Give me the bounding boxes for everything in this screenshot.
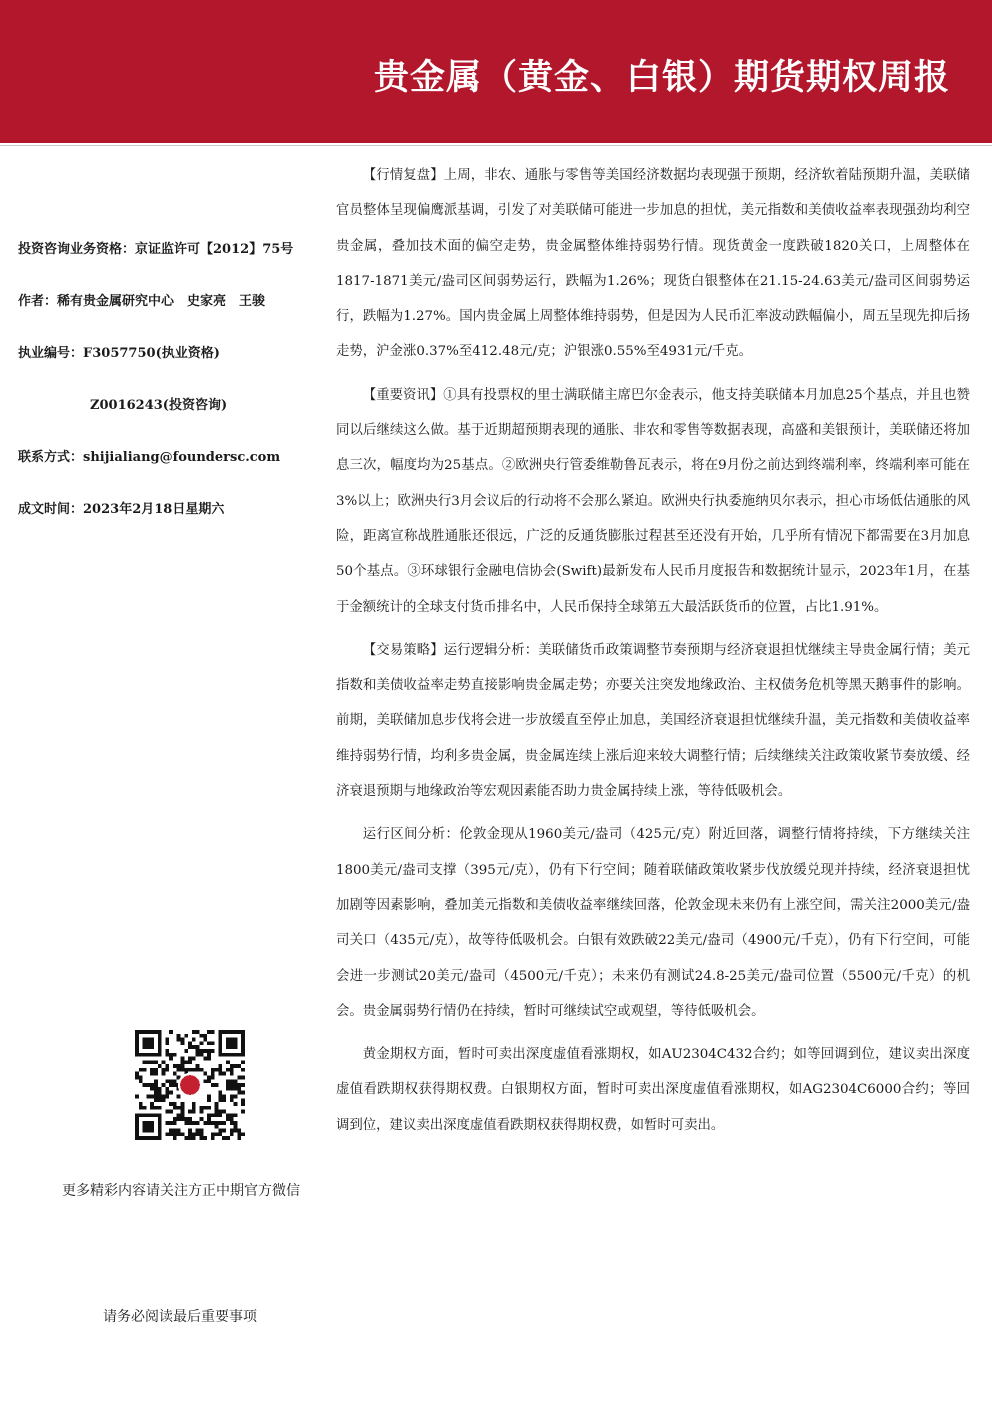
- meta-value: 2023年2月18日星期六: [83, 502, 225, 517]
- meta-label: 成文时间：: [18, 502, 84, 517]
- meta-license-number: [18, 342, 220, 361]
- meta-label: 执业编号：: [18, 346, 84, 361]
- section-options-strategy: 黄金期权方面，暂时可卖出深度虚值看涨期权，如AU2304C432合约；如等回调到位，建议卖出深度虚值看跌期权获得期权费。白银期权方面，暂时可卖出深度虚值看涨期权，如AG2304C6000合约；等回调到位，建议卖出深度虚值看跌期权获得期权费，如暂时可卖出。: [336, 1047, 970, 1133]
- wechat-qr-code: [135, 1030, 245, 1140]
- report-body: [336, 158, 970, 1151]
- section-market-review: 【行情复盘】上周，非农、通胀与零售等美国经济数据均表现强于预期，经济软着陆预期升温，美联储官员整体呈现偏鹰派基调，引发了对美联储可能进一步加息的担忧，美元指数和美债收益率表现强劲均利空贵金属，叠加技术面的偏空走势，贵金属整体维持弱势行情。现货黄金一度跌破1820关口，上周整体在1817-1871美元/盎司区间弱势运行，跌幅为1.26%；现货白银整体在21.15-24.63美元/盎司区间弱势运行，跌幅为1.27%。国内贵金属上周整体维持弱势，但是因为人民币汇率波动跌幅偏小，周五呈现先抑后扬走势，沪金涨0.37%至412.48元/克；沪银涨0.55%至4931元/千克。: [336, 168, 970, 360]
- meta-contact: [18, 446, 280, 465]
- meta-value: 京证监许可【2012】75号: [135, 242, 294, 257]
- section-range-analysis: 运行区间分析：伦敦金现从1960美元/盎司（425元/克）附近回落，调整行情将持续，下方继续关注1800美元/盎司支撑（395元/克），仍有下行空间；随着联储政策收紧步伐放缓兑现并持续，经济衰退担忧加剧等因素影响，叠加美元指数和美债收益率继续回落，伦敦金现未来仍有上涨空间，需关注2000美元/盎司关口（435元/克），故等待低吸机会。白银有效跌破22美元/盎司（4900元/千克），仍有下行空间，可能会进一步测试20美元/盎司（4500元/千克）；未来仍有测试24.8-25美元/盎司位置（5500元/千克）的机会。贵金属弱势行情仍在持续，暂时可继续试空或观望，等待低吸机会。: [336, 827, 970, 1019]
- section-key-news: 【重要资讯】①具有投票权的里士满联储主席巴尔金表示，他支持美联储本月加息25个基点，并且也赞同以后继续这么做。基于近期超预期表现的通胀、非农和零售等数据表现，高盛和美银预计，美联储还将加息三次，幅度均为25基点。②欧洲央行管委维勒鲁瓦表示，将在9月份之前达到终端利率，终端利率可能在3%以上；欧洲央行3月会议后的行动将不会那么紧迫。欧洲央行执委施纳贝尔表示，担心市场低估通胀的风险，距离宣称战胜通胀还很远，广泛的反通货膨胀过程甚至还没有开始，几乎所有情况下都需要在3月加息50个基点。③环球银行金融电信协会(Swift)最新发布人民币月度报告和数据统计显示，2023年1月，在基于金额统计的全球支付货币排名中，人民币保持全球第五大最活跃货币的位置，占比1.91%。: [336, 387, 970, 615]
- meta-label: 联系方式：: [18, 450, 84, 465]
- meta-value: Z0016243(投资咨询): [90, 398, 228, 413]
- important-notice: 请务必阅读最后重要事项: [103, 1309, 257, 1325]
- meta-label: 作者：: [18, 294, 58, 309]
- meta-value: 稀有贵金属研究中心 史家亮 王骏: [57, 294, 266, 309]
- meta-value: F3057750(执业资格): [83, 346, 220, 361]
- meta-qualification: [18, 238, 293, 257]
- meta-value: shijialiang@foundersc.com: [83, 450, 281, 465]
- report-header-bar: [0, 0, 992, 143]
- report-title: 贵金属（黄金、白银）期货期权周报: [373, 58, 950, 98]
- meta-date: [18, 498, 224, 517]
- qr-caption: 更多精彩内容请关注方正中期官方微信: [62, 1183, 300, 1199]
- meta-license-number-2: [90, 394, 227, 413]
- header-divider: [0, 145, 992, 146]
- section-trading-strategy: 【交易策略】运行逻辑分析：美联储货币政策调整节奏预期与经济衰退担忧继续主导贵金属行情；美元指数和美债收益率走势直接影响贵金属走势；亦要关注突发地缘政治、主权债务危机等黑天鹅事件的影响。前期，美联储加息步伐将会进一步放缓直至停止加息，美国经济衰退担忧继续升温，美元指数和美债收益率维持弱势行情，均利多贵金属，贵金属连续上涨后迎来较大调整行情；后续继续关注政策收紧节奏放缓、经济衰退预期与地缘政治等宏观因素能否助力贵金属持续上涨，等待低吸机会。: [336, 642, 970, 800]
- meta-author: [18, 290, 265, 309]
- company-logo-icon: [180, 1075, 200, 1095]
- meta-label: 投资咨询业务资格：: [18, 242, 136, 257]
